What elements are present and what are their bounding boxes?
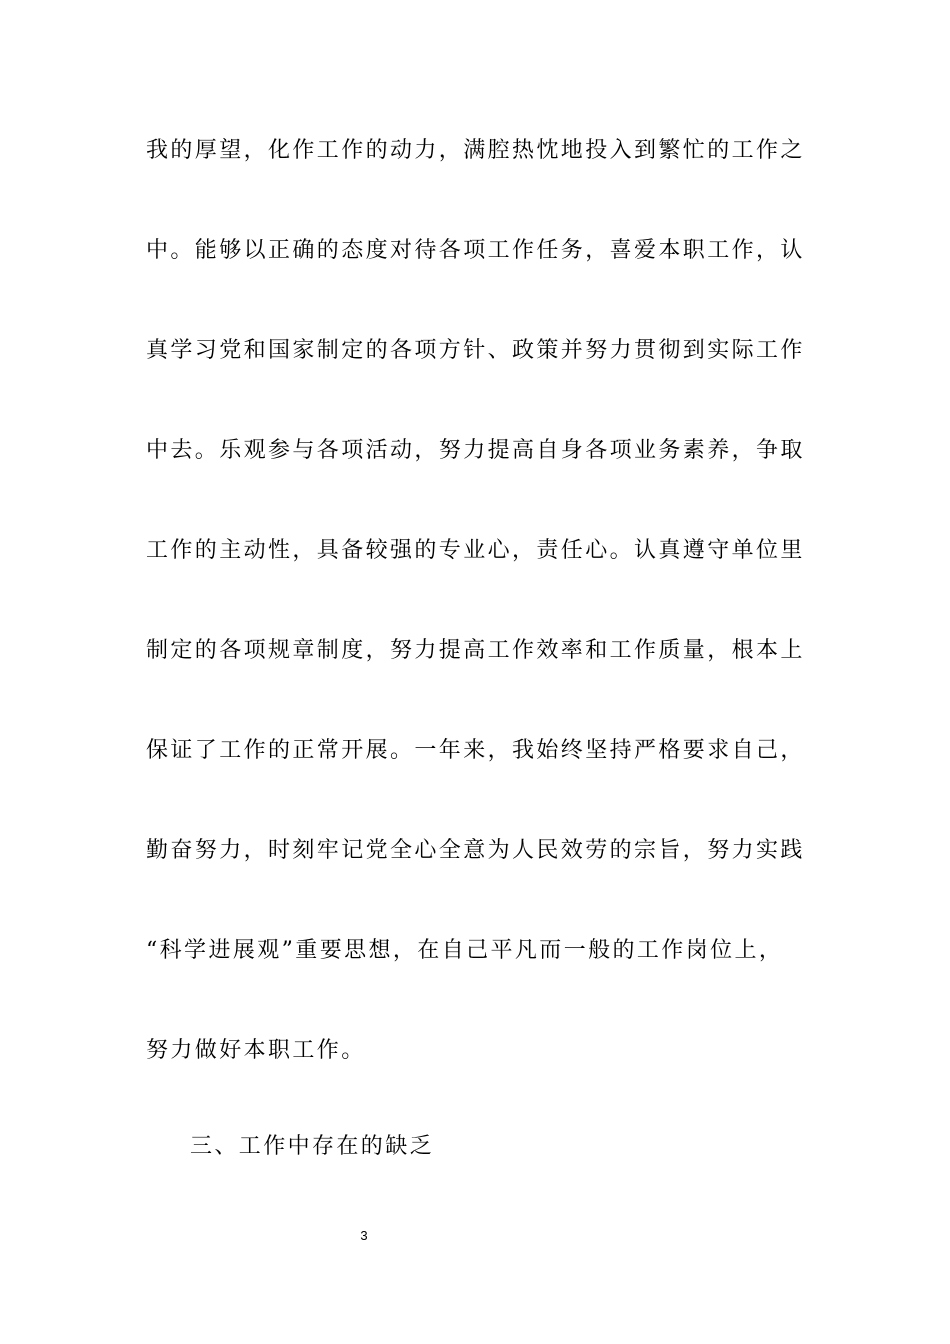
section-heading: 三、工作中存在的缺乏 bbox=[190, 1134, 435, 1159]
paragraph-line-5: 工作的主动性，具备较强的专业心，责任心。认真遵守单位里 bbox=[146, 538, 805, 563]
paragraph-line-9: “科学进展观”重要思想，在自己平凡而一般的工作岗位上， bbox=[146, 938, 784, 963]
paragraph-line-2: 中。能够以正确的态度对待各项工作任务，喜爱本职工作，认 bbox=[146, 238, 805, 263]
page-number: 3 bbox=[360, 1228, 368, 1243]
paragraph-line-10: 努力做好本职工作。 bbox=[146, 1038, 366, 1063]
paragraph-line-1: 我的厚望，化作工作的动力，满腔热忱地投入到繁忙的工作之 bbox=[146, 138, 805, 163]
paragraph-line-7: 保证了工作的正常开展。一年来，我始终坚持严格要求自己， bbox=[146, 738, 805, 763]
paragraph-line-8: 勤奋努力，时刻牢记党全心全意为人民效劳的宗旨，努力实践 bbox=[146, 838, 805, 863]
paragraph-line-3: 真学习党和国家制定的各项方针、政策并努力贯彻到实际工作 bbox=[146, 338, 805, 363]
paragraph-line-4: 中去。乐观参与各项活动，努力提高自身各项业务素养，争取 bbox=[146, 438, 805, 463]
paragraph-line-6: 制定的各项规章制度，努力提高工作效率和工作质量，根本上 bbox=[146, 638, 805, 663]
